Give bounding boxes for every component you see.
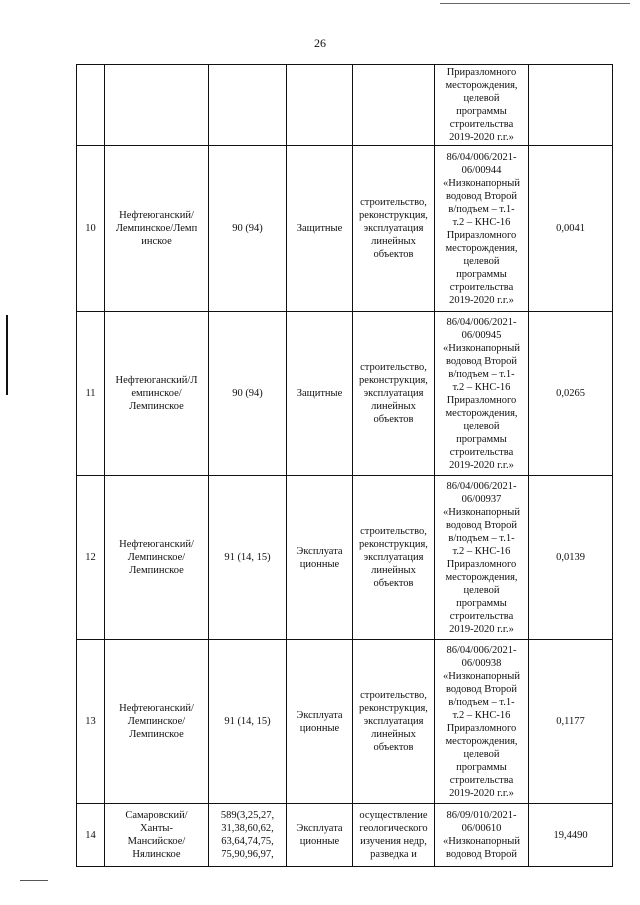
registration-doc-line: месторождения, — [445, 242, 518, 254]
registration-doc-line: Приразломного — [446, 229, 517, 241]
usage-cell — [353, 804, 435, 867]
area-value: 0,0041 — [556, 223, 585, 234]
registration-doc-cell — [435, 312, 529, 476]
registration-doc-line: т.2 – КНС-16 — [452, 216, 511, 228]
registration-doc-line: целевой — [463, 420, 500, 432]
registration-doc-line: т.2 – КНС-16 — [452, 381, 511, 393]
registration-doc-line: водовод Второй — [445, 683, 518, 695]
register-cell — [209, 312, 287, 476]
registration-doc-line: 2019-2020 г.г.» — [449, 132, 514, 143]
usage-line: эксплуатация — [363, 388, 424, 399]
registration-doc-line: программы — [456, 433, 507, 445]
registration-doc-line: месторождения, — [445, 407, 518, 419]
row-number-cell — [77, 146, 105, 312]
registration-doc-line: 2019-2020 г.г.» — [449, 787, 514, 799]
registration-doc-line: программы — [456, 268, 507, 280]
area-value: 0,0139 — [556, 552, 585, 563]
registration-doc-line: водовод Второй — [445, 849, 518, 860]
location-line: Лемпинское/ — [127, 552, 186, 563]
category-line: Эксплуата — [296, 545, 343, 557]
location-line: Лемпинское — [129, 729, 184, 740]
usage-line: строительство, — [360, 197, 427, 208]
registration-doc-line: месторождения, — [445, 735, 518, 747]
location-cell — [105, 476, 209, 640]
usage-line: строительство, — [360, 362, 427, 373]
registration-doc-line: в/подъем – т.1- — [448, 532, 515, 544]
category-line: ционные — [299, 836, 340, 847]
row-number-cell — [77, 312, 105, 476]
registration-doc-line: Приразломного — [446, 394, 517, 406]
registration-doc-cell — [435, 640, 529, 804]
top-rule — [440, 3, 630, 4]
location-line: емпинское/ — [131, 388, 182, 399]
usage-line: строительство, — [360, 526, 427, 537]
area-value: 0,1177 — [556, 716, 585, 727]
location-line: Лемпинское/ — [127, 716, 186, 727]
usage-line: реконструкция, — [359, 703, 428, 714]
registration-doc-line: в/подъем – т.1- — [448, 696, 515, 708]
registration-doc-line: т.2 – КНС-16 — [452, 709, 511, 721]
registration-doc-line: месторождения, — [445, 571, 518, 583]
usage-line: осуществление — [359, 810, 428, 821]
register-cell — [209, 65, 287, 146]
category-cell — [287, 804, 353, 867]
usage-line: эксплуатация — [363, 552, 424, 563]
table-row — [77, 146, 613, 312]
location-cell — [105, 312, 209, 476]
usage-cell — [353, 312, 435, 476]
registration-doc-line: в/подъем – т.1- — [448, 368, 515, 380]
usage-line: объектов — [373, 578, 414, 589]
usage-line: изучения недр, — [360, 836, 427, 847]
registration-doc-line: целевой — [463, 255, 500, 267]
usage-line: разведка и — [370, 849, 417, 860]
registration-doc-cell — [435, 65, 529, 146]
register-line: 31,38,60,62, — [221, 823, 274, 834]
registration-doc-line: Приразломного — [446, 558, 517, 570]
usage-line: линейных — [371, 236, 416, 247]
registration-doc-line: 86/04/006/2021- — [446, 644, 517, 656]
table-row — [77, 640, 613, 804]
registration-doc-line: 06/00937 — [461, 493, 502, 505]
registration-doc-line: 2019-2020 г.г.» — [449, 294, 514, 306]
location-line: инское — [141, 236, 172, 247]
area-cell — [529, 640, 613, 804]
registration-doc-line: 86/04/006/2021- — [446, 151, 517, 163]
location-line: Нефтеюганский/ — [119, 539, 194, 550]
row-number-cell — [77, 804, 105, 867]
location-line: Нефтеюганский/ — [119, 210, 194, 221]
register-line: 90 (94) — [232, 388, 263, 399]
row-number-value: 10 — [85, 223, 96, 234]
registration-doc-line: программы — [456, 761, 507, 773]
category-cell — [287, 65, 353, 146]
row-number-cell — [77, 65, 105, 146]
registration-doc-line: 86/04/006/2021- — [446, 480, 517, 492]
registration-doc-cell — [435, 146, 529, 312]
category-cell — [287, 476, 353, 640]
usage-line: геологического — [359, 823, 428, 834]
registration-doc-line: водовод Второй — [445, 519, 518, 531]
registration-doc-line: строительства — [449, 610, 514, 622]
registration-doc-line: «Низконапорный — [443, 177, 520, 189]
location-line: Лемпинское — [129, 401, 184, 412]
usage-line: линейных — [371, 565, 416, 576]
registration-doc-cell — [435, 804, 529, 867]
register-line: 91 (14, 15) — [224, 716, 271, 727]
register-cell — [209, 476, 287, 640]
registration-doc-line: 06/00944 — [461, 164, 502, 176]
registration-doc-line: месторождения, — [445, 80, 518, 91]
usage-line: реконструкция, — [359, 375, 428, 386]
table-row — [77, 476, 613, 640]
usage-line: линейных — [371, 401, 416, 412]
registration-doc-line: «Низконапорный — [443, 506, 520, 518]
location-line: Нефтеюганский/Л — [115, 375, 198, 386]
location-cell — [105, 146, 209, 312]
registration-doc-line: в/подъем – т.1- — [448, 203, 515, 215]
location-cell — [105, 65, 209, 146]
registration-doc-line: «Низконапорный — [443, 836, 520, 847]
register-line: 91 (14, 15) — [224, 552, 271, 563]
location-cell — [105, 640, 209, 804]
usage-line: эксплуатация — [363, 716, 424, 727]
registration-doc-line: Приразломного — [446, 67, 517, 78]
usage-cell — [353, 640, 435, 804]
usage-line: объектов — [373, 742, 414, 753]
registration-doc-line: целевой — [463, 748, 500, 760]
category-cell — [287, 146, 353, 312]
register-cell — [209, 640, 287, 804]
row-number-value: 12 — [85, 552, 96, 563]
location-line: Мансийское/ — [127, 836, 186, 847]
table-row — [77, 312, 613, 476]
register-cell — [209, 146, 287, 312]
registration-doc-line: Приразломного — [446, 722, 517, 734]
usage-line: реконструкция, — [359, 539, 428, 550]
usage-line: линейных — [371, 729, 416, 740]
location-line: Нефтеюганский/ — [119, 703, 194, 714]
category-line: ционные — [299, 558, 340, 570]
registration-doc-line: строительства — [449, 119, 514, 130]
registration-doc-line: строительства — [449, 774, 514, 786]
registration-doc-line: т.2 – КНС-16 — [452, 545, 511, 557]
registration-doc-line: 06/00945 — [461, 329, 502, 341]
category-line: Эксплуата — [296, 823, 343, 834]
location-line: Лемпинское/Лемп — [115, 223, 198, 234]
area-cell — [529, 476, 613, 640]
registration-doc-line: «Низконапорный — [443, 342, 520, 354]
location-line: Нялинское — [132, 849, 181, 860]
area-cell — [529, 312, 613, 476]
location-cell — [105, 804, 209, 867]
category-line: Защитные — [296, 223, 343, 234]
scan-margin-mark — [6, 315, 8, 395]
registration-doc-line: «Низконапорный — [443, 670, 520, 682]
registration-doc-line: программы — [456, 106, 507, 117]
register-line: 75,90,96,97, — [221, 849, 274, 860]
registration-doc-line: строительства — [449, 446, 514, 458]
usage-line: строительство, — [360, 690, 427, 701]
registration-doc-line: 86/09/010/2021- — [446, 810, 517, 821]
usage-cell — [353, 476, 435, 640]
usage-cell — [353, 146, 435, 312]
category-cell — [287, 312, 353, 476]
register-line: 589(3,25,27, — [220, 810, 275, 821]
category-cell — [287, 640, 353, 804]
register-cell — [209, 804, 287, 867]
registration-doc-line: 2019-2020 г.г.» — [449, 623, 514, 635]
row-number-cell — [77, 476, 105, 640]
registration-doc-line: водовод Второй — [445, 355, 518, 367]
page-number: 26 — [314, 36, 326, 50]
row-number-cell — [77, 640, 105, 804]
table-row — [77, 65, 613, 146]
row-number-value: 14 — [85, 829, 96, 841]
row-number-value: 13 — [85, 716, 96, 727]
area-cell — [529, 804, 613, 867]
area-value: 0,0265 — [556, 388, 585, 399]
usage-line: объектов — [373, 249, 414, 260]
bottom-rule — [20, 880, 48, 881]
registration-doc-line: 86/04/006/2021- — [446, 316, 517, 328]
registration-doc-line: программы — [456, 597, 507, 609]
usage-line: объектов — [373, 414, 414, 425]
registration-doc-line: целевой — [463, 584, 500, 596]
registration-doc-line: целевой — [463, 93, 500, 104]
registration-doc-line: водовод Второй — [445, 190, 518, 202]
land-plots-table — [76, 64, 613, 867]
area-cell — [529, 146, 613, 312]
registration-doc-line: строительства — [449, 281, 514, 293]
usage-cell — [353, 65, 435, 146]
location-line: Самаровский/ — [125, 810, 188, 821]
area-value: 19,4490 — [553, 829, 588, 841]
row-number-value: 11 — [85, 388, 96, 399]
area-cell — [529, 65, 613, 146]
usage-line: эксплуатация — [363, 223, 424, 234]
registration-doc-line: 06/00938 — [461, 657, 502, 669]
usage-line: реконструкция, — [359, 210, 428, 221]
registration-doc-cell — [435, 476, 529, 640]
registration-doc-line: 06/00610 — [461, 823, 502, 834]
register-line: 90 (94) — [232, 223, 263, 234]
location-line: Ханты- — [139, 823, 173, 834]
category-line: ционные — [299, 722, 340, 734]
category-line: Эксплуата — [296, 709, 343, 721]
register-line: 63,64,74,75, — [221, 836, 274, 847]
table-row — [77, 804, 613, 867]
category-line: Защитные — [296, 388, 343, 399]
location-line: Лемпинское — [129, 565, 184, 576]
registration-doc-line: 2019-2020 г.г.» — [449, 459, 514, 471]
